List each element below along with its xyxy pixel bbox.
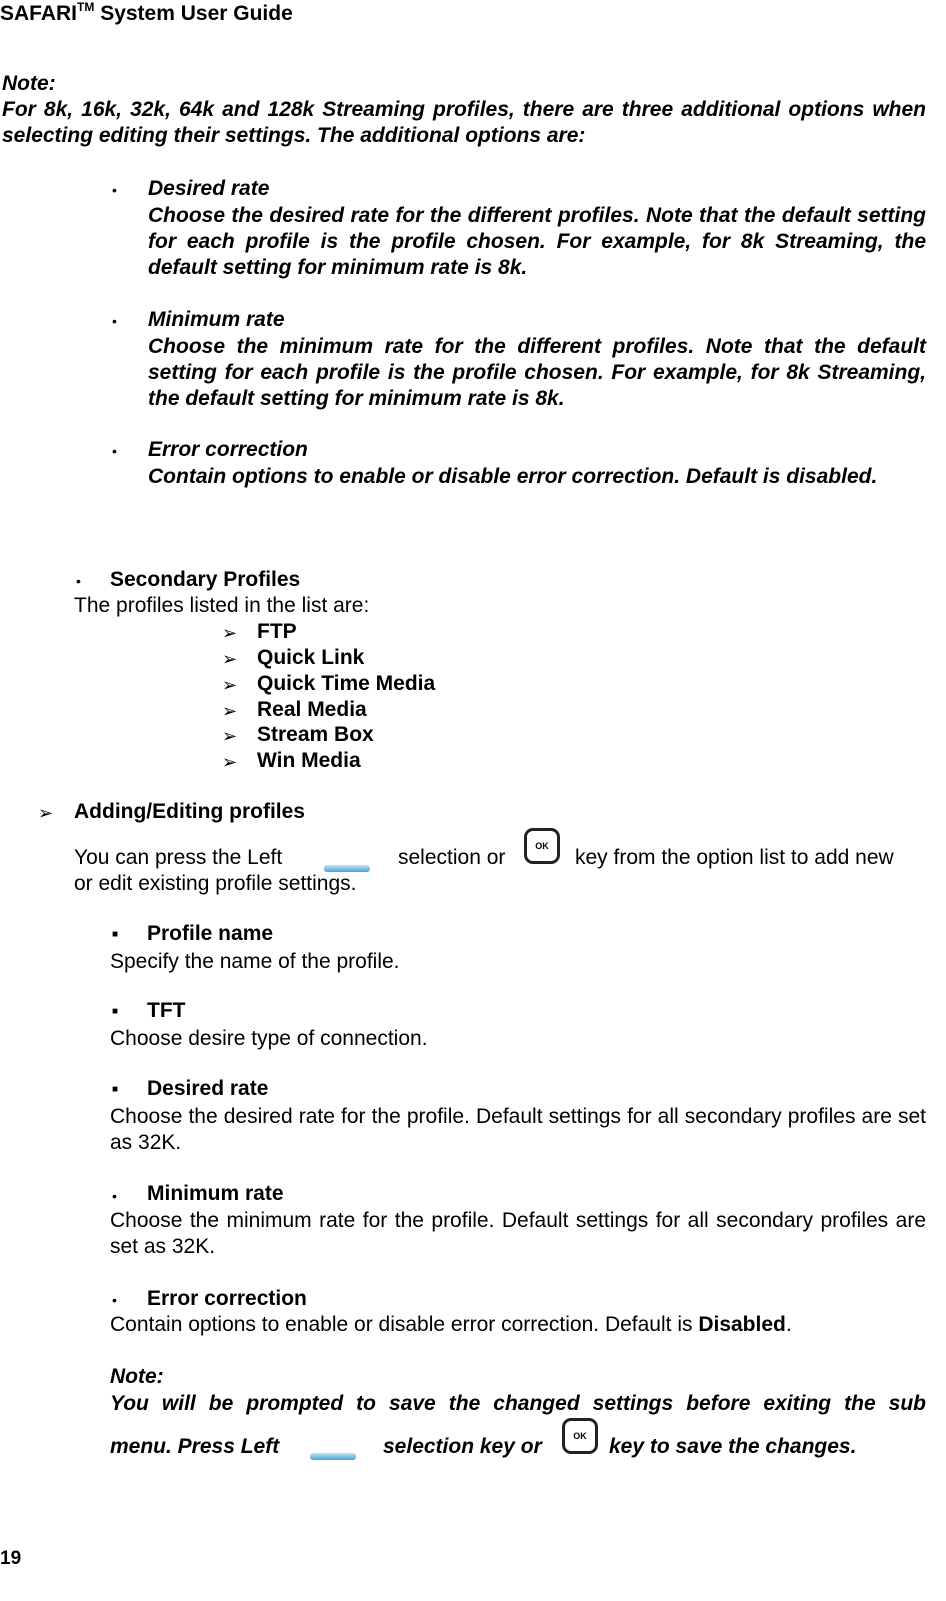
note-label: Note:	[110, 1365, 164, 1388]
field-title: Desired rate	[147, 1077, 269, 1100]
profile-item: Quick Time Media	[257, 672, 436, 695]
adding-text-b: selection or	[398, 846, 506, 869]
bullet-icon: •	[112, 1188, 117, 1204]
field-text: Specify the name of the profile.	[110, 950, 400, 973]
field-text: Choose desire type of connection.	[110, 1027, 428, 1050]
option-title: Minimum rate	[148, 308, 285, 331]
arrow-bullet-icon: ➢	[222, 623, 238, 643]
page-number: 19	[0, 1548, 22, 1569]
arrow-bullet-icon: ➢	[222, 726, 238, 746]
field-text: Contain options to enable or disable error correction. Default is Disabled.	[110, 1313, 792, 1336]
adding-text-c: key from the option list to add new	[575, 846, 894, 869]
note-text-a: menu. Press Left	[110, 1435, 280, 1458]
bullet-icon: •	[76, 573, 81, 589]
secondary-title: Secondary Profiles	[110, 568, 301, 591]
option-text: Contain options to enable or disable error correction. Default is disabled.	[148, 465, 878, 488]
option-text: Choose the desired rate for the different profiles. Note that the default setting for each profile is the profile chosen. For example, for 8k Streaming, the default setting for minimum rate is 8k.	[148, 204, 926, 279]
bullet-icon: •	[112, 182, 117, 198]
profile-item: FTP	[257, 620, 297, 643]
arrow-bullet-icon: ➢	[222, 701, 238, 721]
option-title: Error correction	[148, 438, 308, 461]
arrow-bullet-icon: ➢	[222, 675, 238, 695]
profile-item: Stream Box	[257, 723, 374, 746]
field-text: Choose the minimum rate for the profile. Default settings for all secondary profiles are set as 32K.	[110, 1209, 926, 1258]
arrow-bullet-icon: ➢	[222, 752, 238, 772]
square-bullet-icon: ■	[112, 1084, 119, 1095]
note-label: Note:	[2, 72, 56, 95]
profile-item: Real Media	[257, 698, 367, 721]
field-text: Choose the desired rate for the profile. Default settings for all secondary profiles are set as 32K.	[110, 1105, 926, 1154]
field-title: Minimum rate	[147, 1182, 284, 1205]
note-text-c: key to save the changes.	[609, 1435, 857, 1458]
adding-text-d: or edit existing profile settings.	[74, 872, 357, 895]
ok-key-icon: OK	[524, 828, 560, 864]
option-title: Desired rate	[148, 177, 270, 200]
adding-text-a: You can press the Left	[74, 846, 283, 869]
secondary-intro: The profiles listed in the list are:	[74, 594, 370, 617]
document-header: SAFARI™ System User Guide	[0, 0, 293, 25]
arrow-bullet-icon: ➢	[38, 803, 54, 823]
note-text-b: selection key or	[383, 1435, 542, 1458]
arrow-bullet-icon: ➢	[222, 649, 238, 669]
square-bullet-icon: ■	[112, 929, 119, 940]
bullet-icon: •	[112, 1292, 117, 1308]
note-text: For 8k, 16k, 32k, 64k and 128k Streaming profiles, there are three additional options when selecting editing their settings. The additional options are:	[2, 98, 926, 147]
bullet-icon: •	[112, 313, 117, 329]
left-key-icon	[310, 1442, 356, 1466]
bullet-icon: •	[112, 443, 117, 459]
adding-title: Adding/Editing profiles	[74, 800, 305, 823]
note-line: You will be prompted to save the changed settings before exiting the sub	[110, 1392, 926, 1415]
field-title: TFT	[147, 999, 186, 1022]
profile-item: Quick Link	[257, 646, 365, 669]
ok-key-icon: OK	[562, 1418, 598, 1454]
profile-item: Win Media	[257, 749, 361, 772]
field-title: Profile name	[147, 922, 274, 945]
square-bullet-icon: ■	[112, 1006, 119, 1017]
option-text: Choose the minimum rate for the different profiles. Note that the default setting for each profile is the profile chosen. For example, for 8k Streaming, the default setting for minimum rate is 8k.	[148, 335, 926, 410]
field-title: Error correction	[147, 1287, 307, 1310]
